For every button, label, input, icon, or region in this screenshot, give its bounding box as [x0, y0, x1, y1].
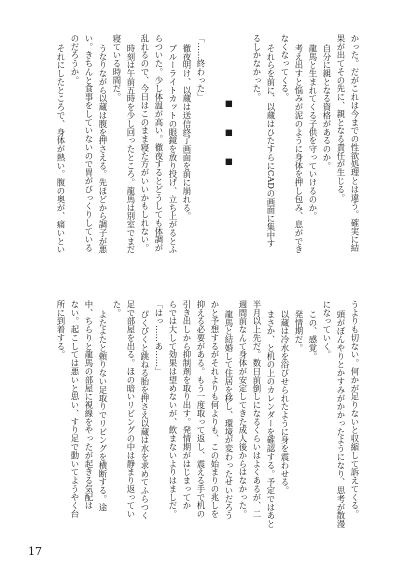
text-line: この、感覚。: [308, 310, 318, 361]
text-line: 寝ている時間だ。: [112, 34, 122, 102]
top-text-block: [54, 34, 362, 298]
text-line: なくなってくる。: [280, 34, 290, 102]
text-line: 週間前なんて身体が安定してきた成人後からはなかった。: [238, 300, 248, 519]
text-line: になっていく。: [322, 300, 332, 359]
scene-break-mark: ■: [225, 127, 233, 137]
text-line: 乱れるので、今日はこのまま寝た方がいいかもしれない。: [140, 34, 150, 253]
text-line: 足で部屋を出る。ほの暗いリビングの中は静まり返ってい: [126, 300, 136, 519]
scene-break: [222, 34, 236, 298]
text-line: らついた。少し体温が高い。徹夜するとどうしても体調が: [154, 34, 164, 253]
text-line: それにしたところで、身体が熱い。腹の奥が、痛いとい: [56, 44, 66, 254]
blank-line: [208, 34, 222, 298]
text-line: 考え出すと悩みが泥のように身体を押し包み、息ができ: [294, 44, 304, 254]
text-line: た。: [112, 300, 122, 317]
text-line: かと予想するがそれよりも何よりも、この始まりの兆しを: [210, 300, 220, 519]
blank-line: [236, 34, 250, 298]
dialogue-line: 「……終わった」: [196, 34, 206, 102]
text-line: 所に到着する。: [56, 300, 66, 359]
scene-break-mark: ■: [225, 156, 233, 166]
text-line: 以蔵は冷水を浴びせられたように身を震わせる。: [280, 310, 290, 495]
text-line: うなりながら以蔵は腹を押さえる。先ほどから調子が悪: [98, 44, 108, 254]
text-line: 徹夜明け、以蔵は送信終了画面を前に崩れる。: [182, 44, 192, 221]
text-line: それらを前に、以蔵はひたすらにCADの画面に集中す: [266, 44, 276, 248]
text-line: 抑える必要がある。もう一度取って返し、震える手で机の: [196, 300, 206, 519]
text-line: 龍馬と生まれてくる子供を守っていけるのか。: [308, 44, 318, 221]
text-line: 果が出てその先に、親となる責任が生じる。: [336, 34, 346, 202]
text-line: 発情期だ。: [294, 310, 304, 352]
text-line: のだろうか。: [70, 34, 80, 85]
bottom-text-block: [54, 300, 362, 564]
text-line: 頭がぼんやりとかすみがかかったようになり、思考が散漫: [336, 310, 346, 529]
page-number: 17: [28, 545, 42, 558]
text-line: ない。起こしては悪いと思い、すり足で動いてようやく台: [70, 300, 80, 519]
text-line: 中、ちらりと龍馬の部屋に視線をやったが起きる気配は: [84, 300, 94, 510]
text-line: ブルーライトカットの眼鏡を放り投げ、立ち上がるとふ: [168, 44, 178, 254]
text-line: 自分に親となる資格があるのか。: [322, 44, 332, 170]
text-line: よたよたと頼りない足取りでリビングを横断する。途: [98, 310, 108, 512]
text-line: 時刻は午前五時を少し回ったところ。龍馬は別室でまだ: [126, 44, 136, 254]
dialogue-line: 「はっ……あ……」: [154, 300, 164, 376]
text-line: い。きちんと食事をしていないので胃がびっくりしている: [84, 34, 94, 253]
text-line: かった。だがこれは今までの性欲処理とは違う。確実に結: [350, 34, 360, 253]
text-line: るしかなかった。: [252, 34, 262, 102]
text-line: 半月以上先だ。数日前倒しになるくらいはよくあるが、二: [252, 300, 262, 519]
text-line: うよりも切ない。何かが足りないと収縮して訴えてくる。: [350, 300, 360, 519]
text-line: まさか、と机の上のカレンダーを確認する。予定ではあと: [266, 310, 276, 529]
text-line: 引き出しから抑制剤を取り出す。発情期がはじまってか: [182, 300, 192, 510]
text-line: らでは大して効果は望めないが、飲まないよりはましだ。: [168, 300, 178, 519]
scene-break-mark: ■: [225, 98, 233, 108]
text-line: 龍馬と結婚して住居を移し、環境が変わったせいだろう: [224, 310, 234, 520]
text-line: ぴくぴくと跳ねる胎を押さえ以蔵は水を求めてふらつく: [140, 310, 150, 520]
